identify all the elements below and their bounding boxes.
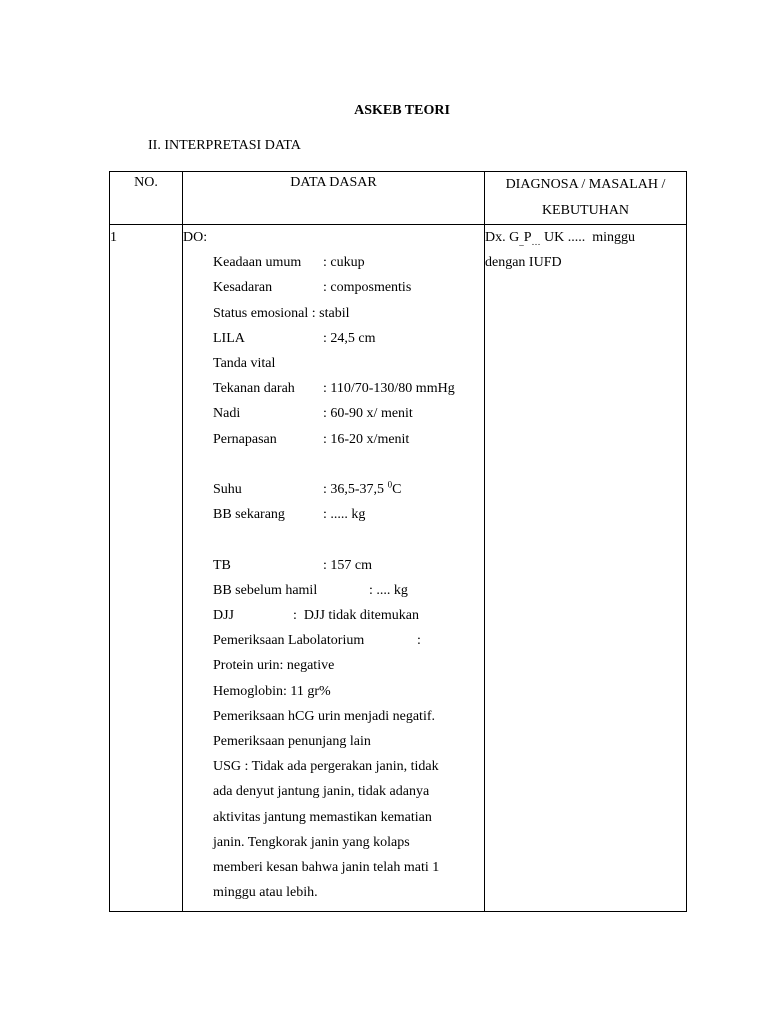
field-kesadaran: Kesadaran : composmentis [213,280,412,296]
field-bb-sekarang: BB sekarang : ..... kg [213,507,366,523]
document-title: ASKEB TEORI [354,103,450,118]
header-diagnosa [485,172,687,225]
header-diagnosa-line2: KEBUTUHAN [541,203,630,218]
do-label: DO: [183,230,208,245]
field-djj: DJJ : DJJ tidak ditemukan [213,608,419,624]
line-penunjang: Pemeriksaan penunjang lain [213,734,371,750]
field-nadi: Nadi : 60-90 x/ menit [213,406,413,422]
line-hcg: Pemeriksaan hCG urin menjadi negatif. [213,708,435,724]
field-lab: Pemeriksaan Labolatorium : [213,633,421,649]
diagnosa-line2: dengan IUFD [485,255,562,271]
field-tanda-vital: Tanda vital [213,356,276,372]
field-tb: TB : 157 cm [213,557,372,573]
field-suhu: Suhu : 36,5-37,5 $^0$C [213,479,402,498]
spacer [183,452,484,477]
diagnosa-line1: Dx. $G_{\_}P_\dots$ UK ..... minggu [485,230,636,247]
usg-paragraph: USG : Tidak ada pergerakan janin, tidak ada denyut jantung janin, tidak adanya aktivitas jantung memastikan kematian janin. Tengkorak janin yang kolaps memberi kesan bahwa janin telah mati 1 minggu atau lebih. [213,759,440,901]
header-data-dasar: DATA DASAR [183,172,485,225]
header-diagnosa-line1: DIAGNOSA / MASALAH / [505,177,666,192]
field-bb-sebelum-hamil: BB sebelum hamil : .... kg [213,582,408,598]
table-header-row [110,172,687,225]
field-tekanan-darah: Tekanan darah : 110/70-130/80 mmHg [213,381,455,397]
header-no: NO. [110,172,183,225]
section-heading: II. INTERPRETASI DATA [148,138,301,153]
line-protein-urin: Protein urin: negative [213,658,335,674]
row-number: 1 [110,225,183,912]
field-status-emosional: Status emosional : stabil [213,305,350,321]
line-hemoglobin: Hemoglobin: 11 gr% [213,683,331,699]
diagnosa-cell [485,225,687,912]
field-pernapasan: Pernapasan : 16-20 x/menit [213,431,410,447]
field-lila: LILA : 24,5 cm [213,330,376,346]
spacer [183,527,484,552]
field-keadaan-umum: Keadaan umum : cukup [213,255,365,271]
interpretation-table [109,171,687,912]
data-dasar-cell [183,225,485,912]
table-row [110,225,687,912]
